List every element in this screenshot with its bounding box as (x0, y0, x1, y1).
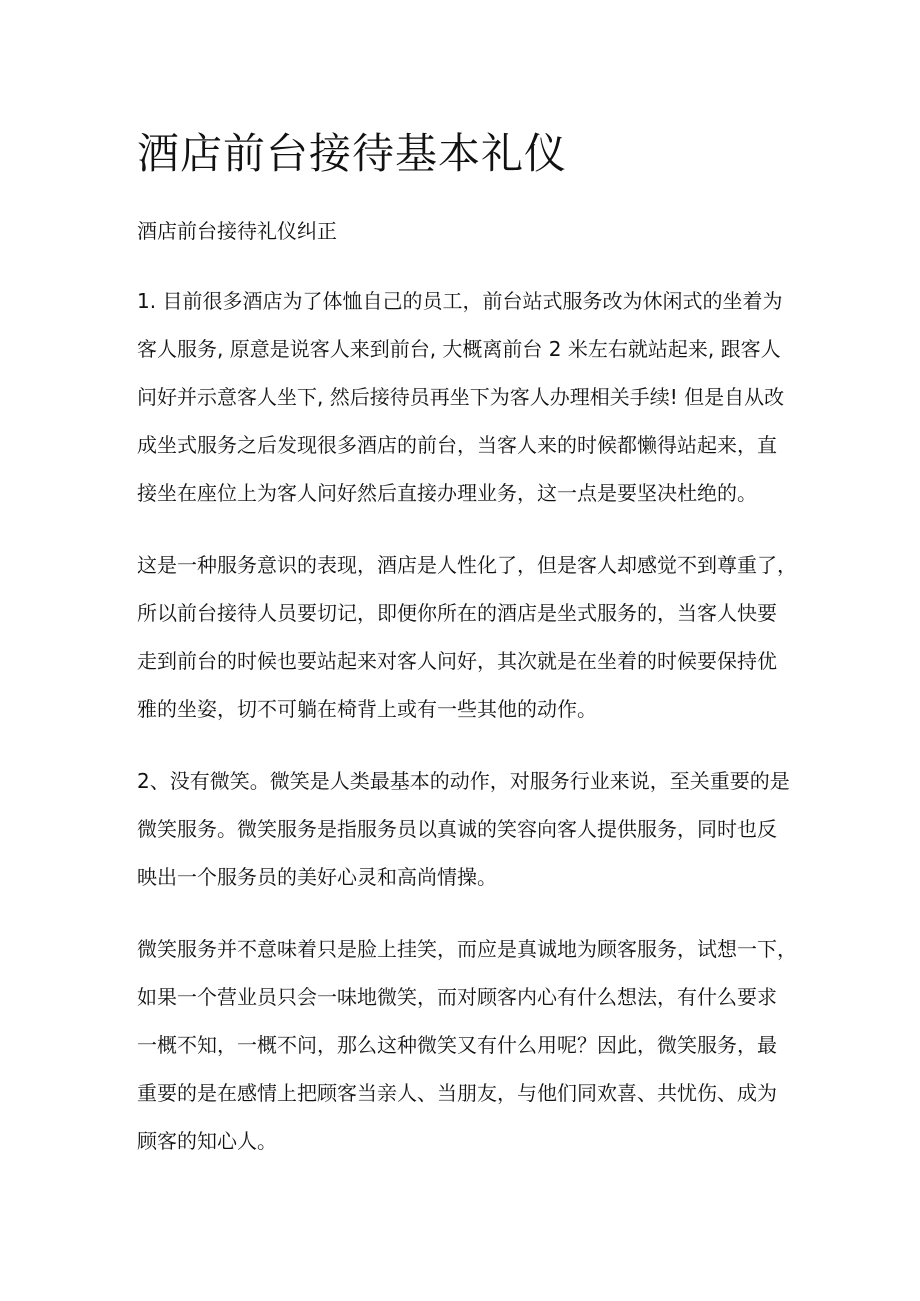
paragraph-4 (137, 925, 797, 1165)
paragraph-line: 雅的坐姿，切不可躺在椅背上或有一些其他的动作。 (137, 697, 597, 721)
paragraph-line: 顾客的知心人。 (137, 1129, 277, 1153)
paragraph-3 (137, 757, 797, 901)
paragraph-line: 重要的是在感情上把顾客当亲人、当朋友，与他们同欢喜、共忧伤、成为 (137, 1081, 777, 1105)
paragraph-line: 这是一种服务意识的表现，酒店是人性化了，但是客人却感觉不到尊重了， (137, 553, 797, 577)
paragraph-1 (137, 277, 797, 517)
paragraph-line: 一概不知，一概不问，那么这种微笑又有什么用呢？因此，微笑服务，最 (137, 1033, 777, 1057)
paragraph-line: 微笑服务。微笑服务是指服务员以真诚的笑容向客人提供服务，同时也反 (137, 817, 777, 841)
paragraph-line: 1. 目前很多酒店为了体恤自己的员工，前台站式服务改为休闲式的坐着为 (137, 289, 783, 313)
paragraph-line: 接坐在座位上为客人问好然后直接办理业务，这一点是要坚决杜绝的。 (137, 481, 757, 505)
paragraph-line: 映出一个服务员的美好心灵和高尚情操。 (137, 865, 497, 889)
paragraph-line: 客人服务, 原意是说客人来到前台, 大概离前台 2 米左右就站起来, 跟客人 (137, 337, 781, 361)
paragraph-line: 问好并示意客人坐下, 然后接待员再坐下为客人办理相关手续! 但是自从改 (137, 385, 785, 409)
paragraph-line: 走到前台的时候也要站起来对客人问好，其次就是在坐着的时候要保持优 (137, 649, 777, 673)
paragraph-line: 微笑服务并不意味着只是脸上挂笑，而应是真诚地为顾客服务，试想一下， (137, 937, 797, 961)
section-heading: 酒店前台接待礼仪纠正 (137, 219, 337, 243)
paragraph-line: 如果一个营业员只会一味地微笑，而对顾客内心有什么想法，有什么要求 (137, 985, 777, 1009)
paragraph-2 (137, 541, 797, 733)
paragraph-line: 所以前台接待人员要切记，即便你所在的酒店是坐式服务的，当客人快要 (137, 601, 777, 625)
paragraph-line: 成坐式服务之后发现很多酒店的前台，当客人来的时候都懒得站起来，直 (137, 433, 777, 457)
paragraph-line: 2、没有微笑。微笑是人类最基本的动作，对服务行业来说，至关重要的是 (137, 769, 790, 793)
page-title: 酒店前台接待基本礼仪 (137, 129, 568, 178)
